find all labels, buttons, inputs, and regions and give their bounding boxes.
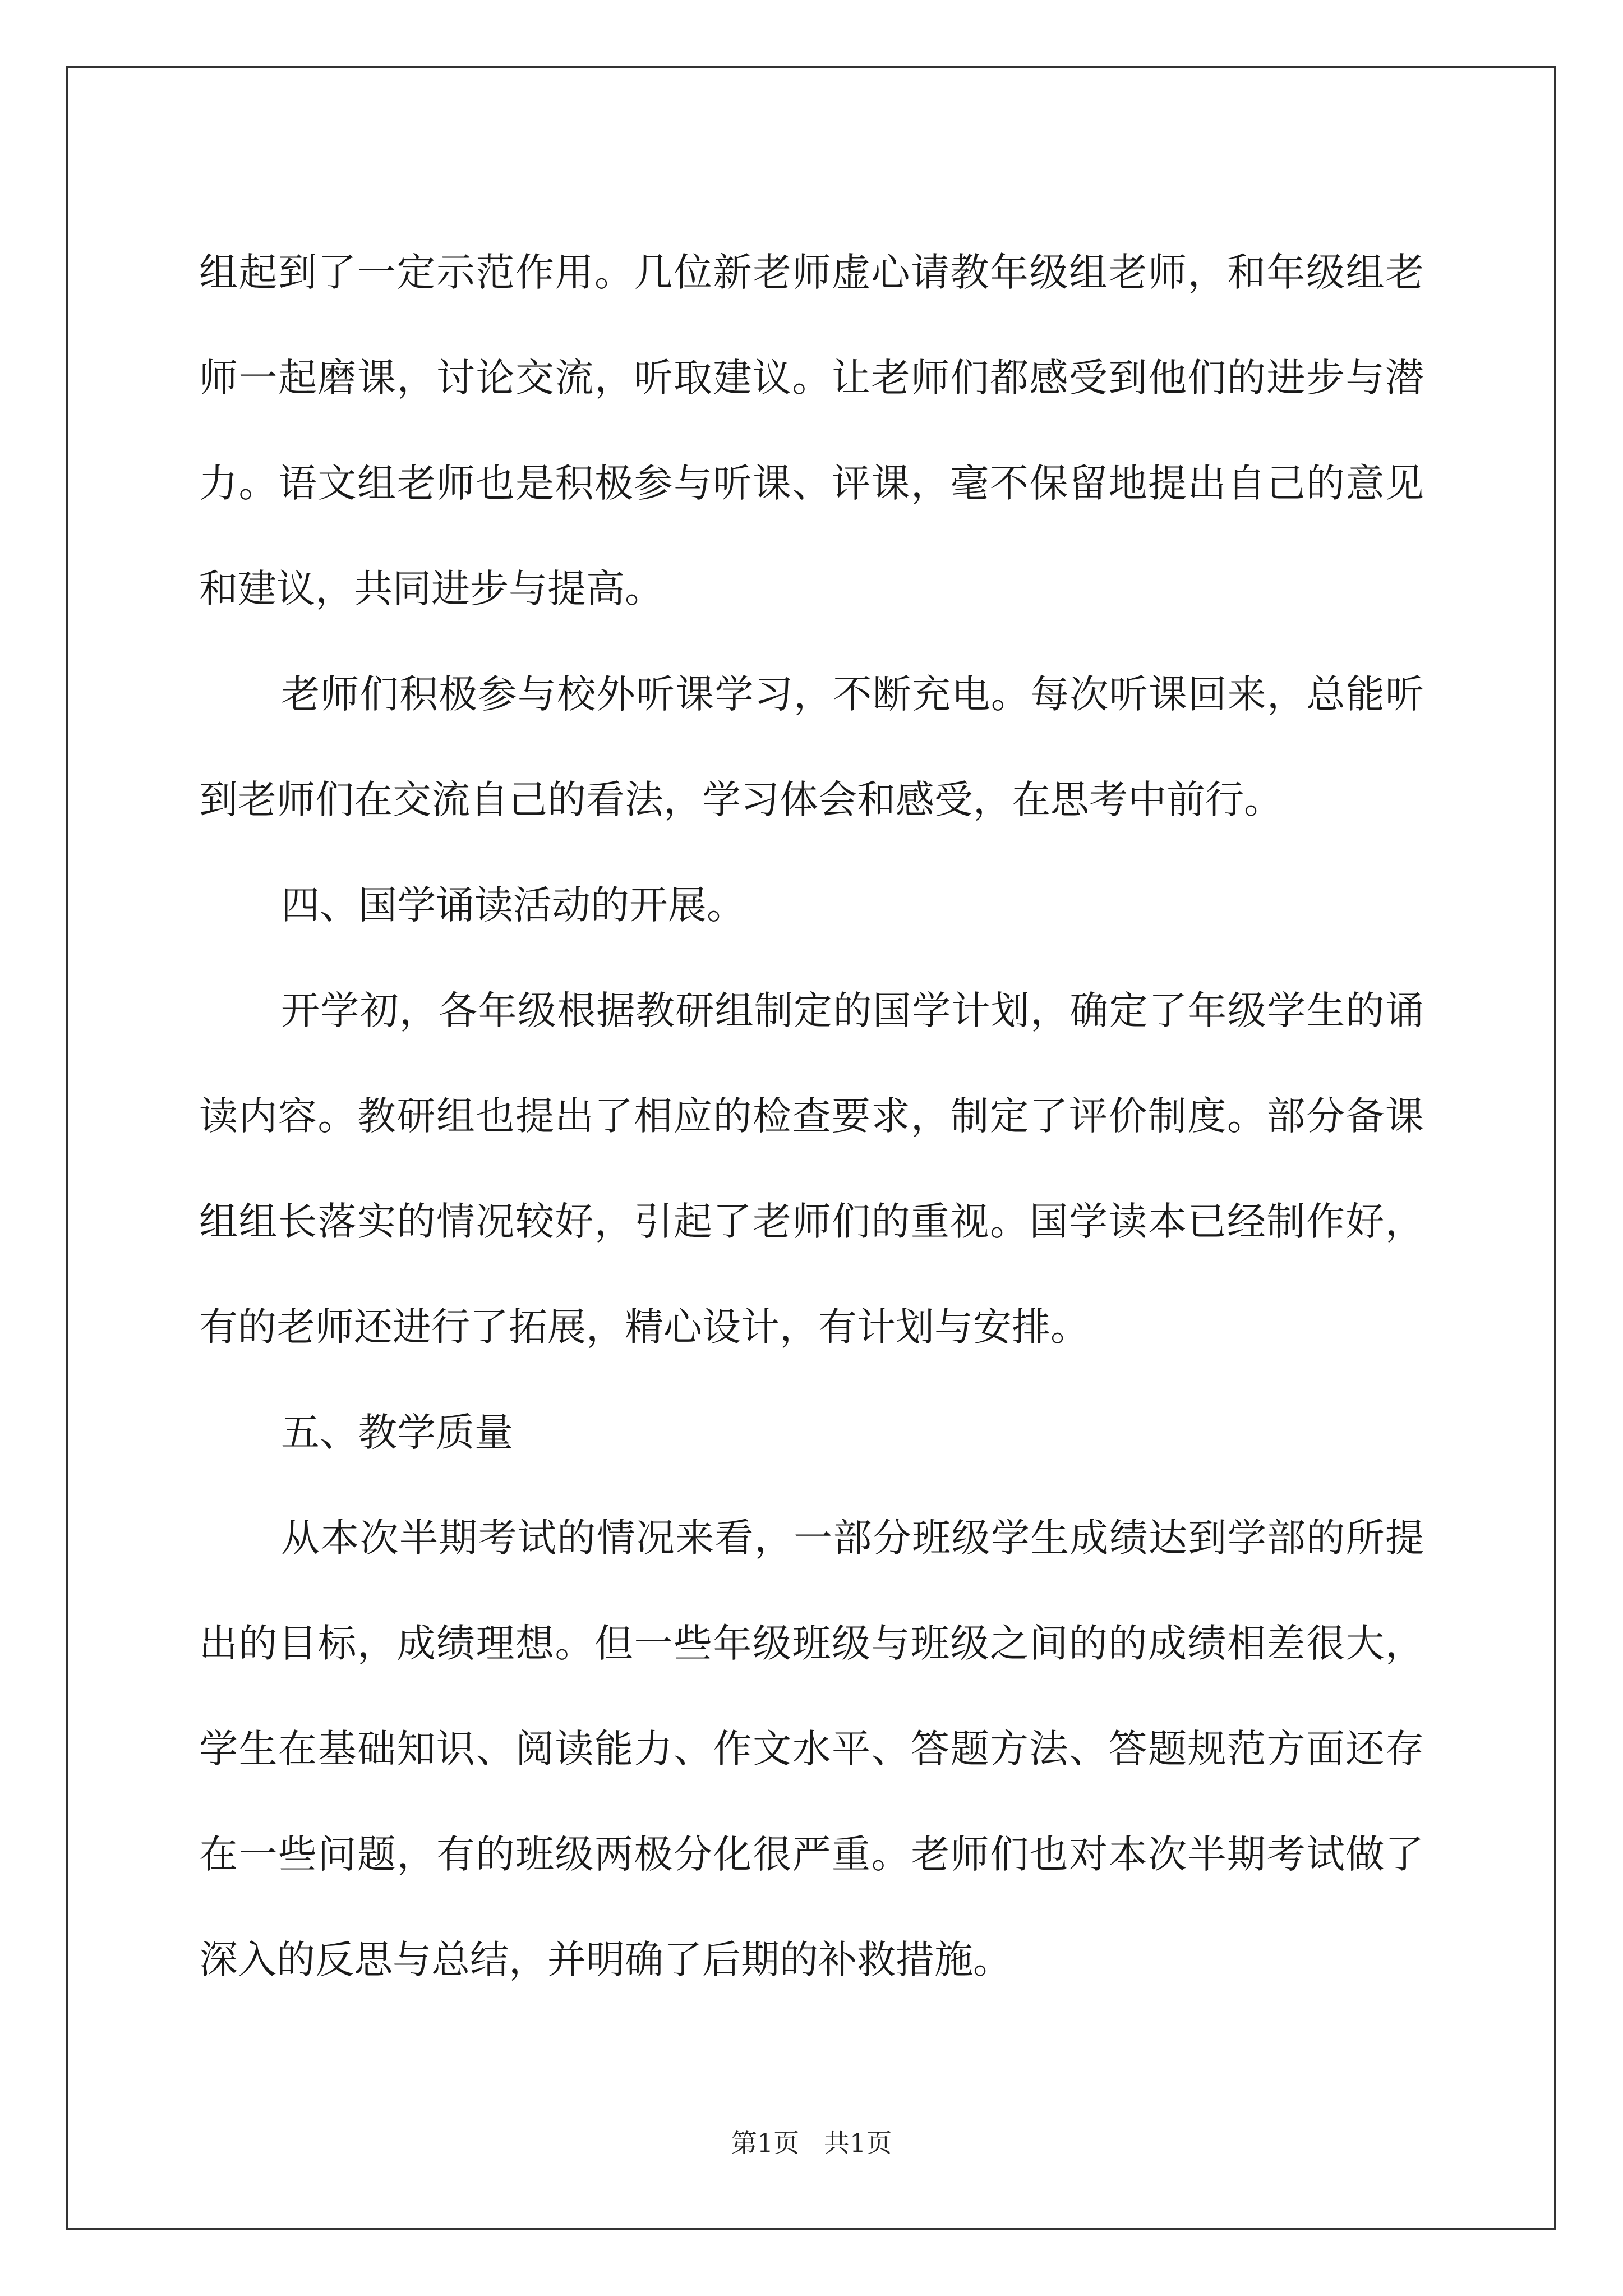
- page-footer: [0, 2126, 1623, 2160]
- page-number: 第1页: [731, 2128, 800, 2158]
- paragraph-2: 老师们积极参与校外听课学习，不断充电。每次听课回来，总能听到老师们在交流自己的看法，学习体会和感受，在思考中前行。: [199, 672, 1424, 822]
- paragraph-4: 从本次半期考试的情况来看，一部分班级学生成绩达到学部的所提出的目标，成绩理想。但一些年级班级与班级之间的的成绩相差很大，学生在基础知识、阅读能力、作文水平、答题方法、答题规范方面还存在一些问题，有的班级两极分化很严重。老师们也对本次半期考试做了深入的反思与总结，并明确了后期的补救措施。: [199, 1516, 1424, 1982]
- footer-gap: [799, 2128, 824, 2158]
- page-total: 共1页: [823, 2128, 892, 2158]
- paragraph-3: 开学初，各年级根据教研组制定的国学计划，确定了年级学生的诵读内容。教研组也提出了相应的检查要求，制定了评价制度。部分备课组组长落实的情况较好，引起了老师们的重视。国学读本已经制作好，有的老师还进行了拓展，精心设计，有计划与安排。: [199, 988, 1424, 1350]
- section-heading-4: 四、国学诵读活动的开展。: [281, 883, 745, 928]
- document-body: [199, 220, 1424, 2013]
- paragraph-1: 组起到了一定示范作用。几位新老师虚心请教年级组老师，和年级组老师一起磨课，讨论交流，听取建议。让老师们都感受到他们的进步与潜力。语文组老师也是积极参与听课、评课，毫不保留地提出自己的意见和建议，共同进步与提高。: [199, 250, 1424, 611]
- section-heading-5: 五、教学质量: [281, 1410, 513, 1455]
